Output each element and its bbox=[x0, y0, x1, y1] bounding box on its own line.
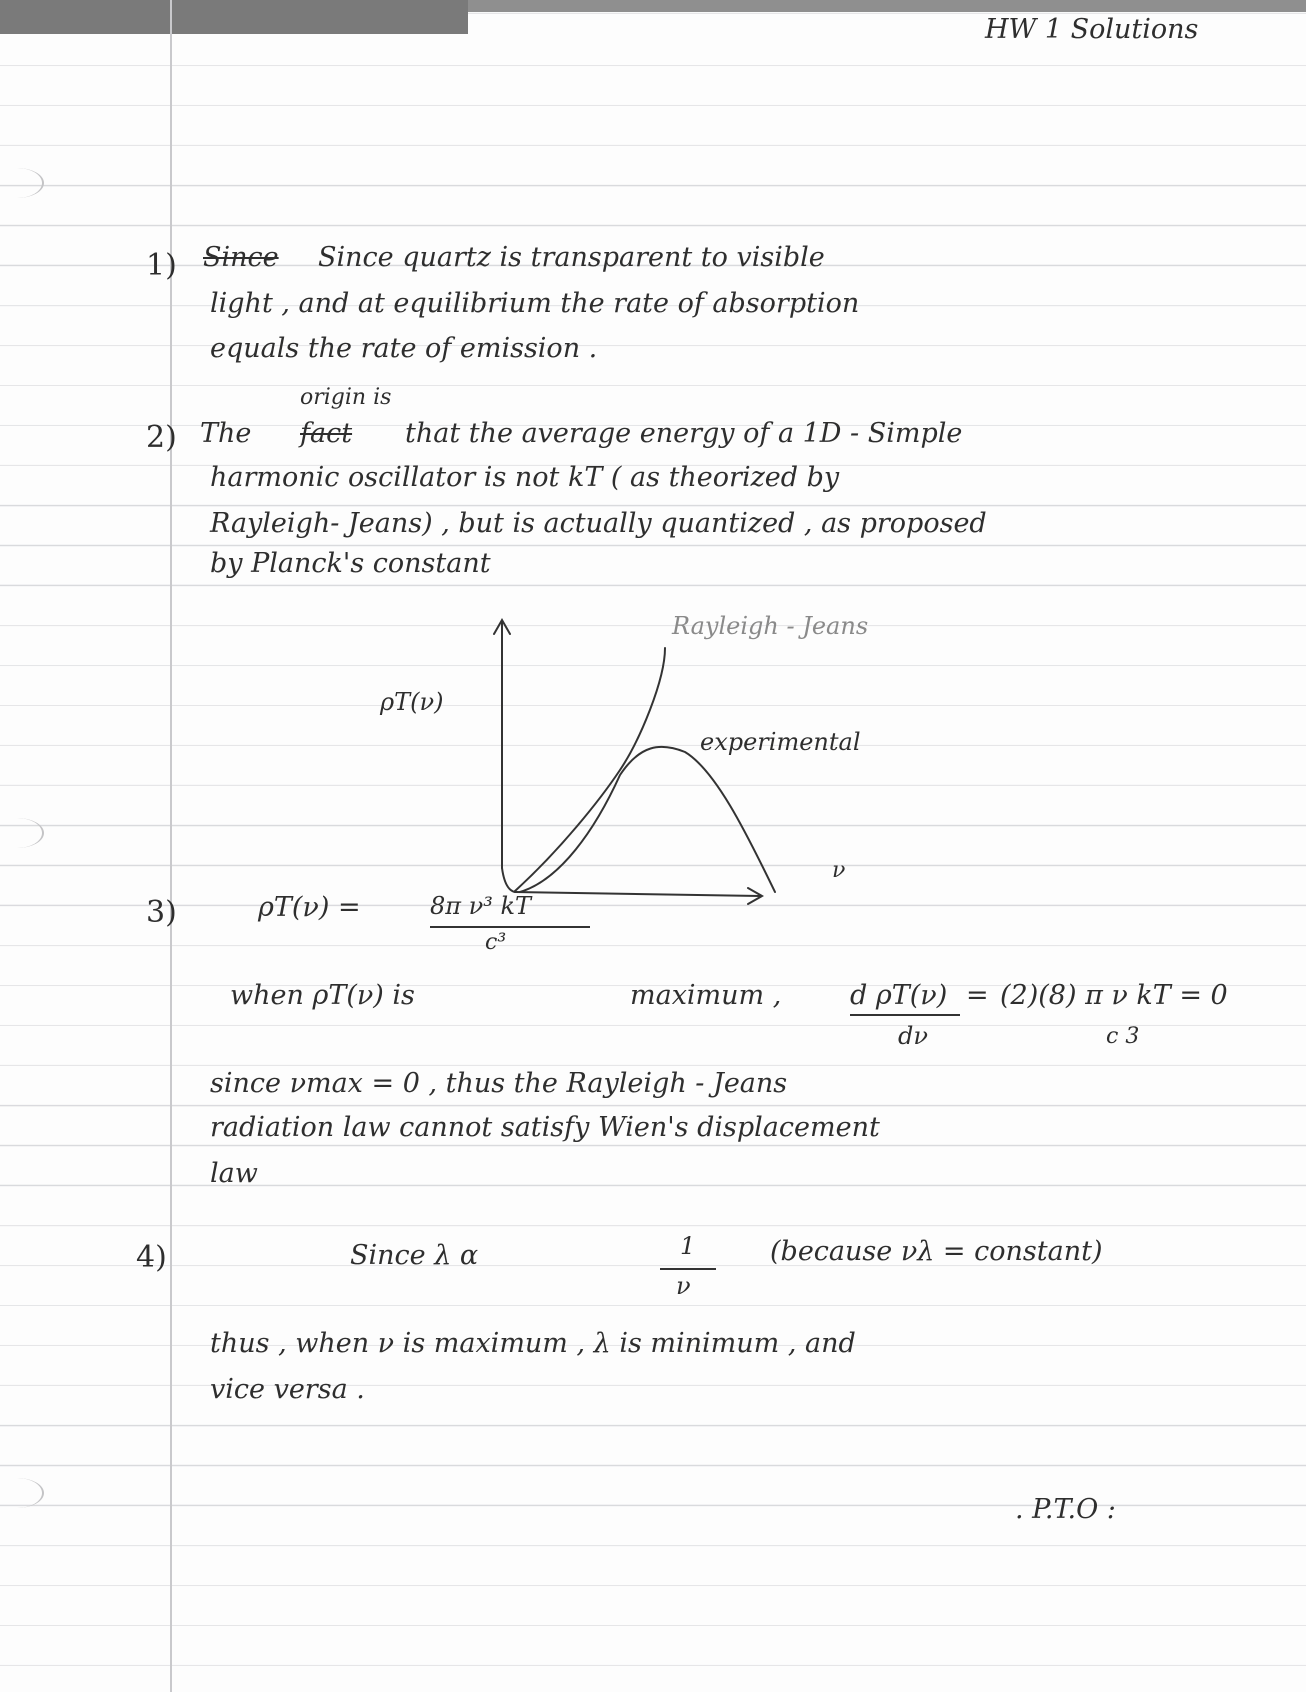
q3-equals: = bbox=[966, 980, 989, 1011]
q2-line2: harmonic oscillator is not kT ( as theorized by bbox=[210, 462, 840, 493]
q4-number: 4) bbox=[136, 1240, 167, 1275]
q3-fraction-bar bbox=[430, 926, 590, 928]
q4-vice-versa-line: vice versa . bbox=[210, 1374, 365, 1405]
x-axis bbox=[515, 892, 760, 896]
graph-y-label: ρT(ν) bbox=[380, 688, 444, 716]
q2-number: 2) bbox=[146, 420, 177, 455]
q3-when-line: when ρT(ν) is bbox=[230, 980, 415, 1011]
page-header-title: HW 1 Solutions bbox=[985, 14, 1199, 45]
q2-line4: by Planck's constant bbox=[210, 548, 491, 579]
q3-since-line: since νmax = 0 , thus the Rayleigh - Jeans bbox=[210, 1068, 788, 1099]
q3-lhs: ρT(ν) = bbox=[258, 892, 361, 923]
q4-because: (because νλ = constant) bbox=[770, 1236, 1103, 1267]
graph-label-experimental: experimental bbox=[700, 728, 861, 756]
experimental-curve bbox=[520, 747, 775, 892]
q1-struck-word: Since bbox=[203, 242, 279, 273]
q3-number: 3) bbox=[146, 895, 177, 930]
q2-line3: Rayleigh- Jeans) , but is actually quantized , as proposed bbox=[210, 508, 987, 539]
q2-struck-word: fact bbox=[300, 418, 353, 449]
q3-rhs-denominator: c 3 bbox=[1106, 1024, 1140, 1049]
q1-line2: light , and at equilibrium the rate of absorption bbox=[210, 288, 860, 319]
q3-derivative-numerator: d ρT(ν) bbox=[850, 980, 948, 1011]
q3-derivative-bar bbox=[850, 1014, 960, 1016]
q1-number: 1) bbox=[146, 248, 177, 283]
q4-fraction-bar bbox=[660, 1268, 716, 1270]
q2-insertion: origin is bbox=[300, 385, 392, 410]
q3-radiation-line: radiation law cannot satisfy Wien's displacement bbox=[210, 1112, 880, 1143]
q3-derivative-denominator: dν bbox=[898, 1022, 928, 1050]
q3-maximum: maximum , bbox=[630, 980, 782, 1011]
q1-line1: Since quartz is transparent to visible bbox=[318, 242, 825, 273]
q3-rhs-numerator: (2)(8) π ν kT = 0 bbox=[1000, 980, 1228, 1011]
q2-line1: that the average energy of a 1D - Simple bbox=[405, 418, 963, 449]
q4-thus-line: thus , when ν is maximum , λ is minimum , and bbox=[210, 1328, 856, 1359]
q4-fraction-denominator: ν bbox=[676, 1272, 691, 1300]
q4-since: Since λ α bbox=[350, 1240, 479, 1271]
rayleigh-jeans-curve bbox=[515, 648, 665, 891]
q3-law-line: law bbox=[210, 1158, 258, 1189]
please-turn-over: . P.T.O : bbox=[1015, 1494, 1116, 1525]
q4-fraction-numerator: 1 bbox=[680, 1232, 696, 1260]
graph-x-label: ν bbox=[832, 858, 846, 883]
q2-the: The bbox=[200, 418, 252, 449]
q1-line3: equals the rate of emission . bbox=[210, 333, 598, 364]
q3-denominator: c³ bbox=[485, 930, 507, 955]
graph-label-rayleigh-jeans: Rayleigh - Jeans bbox=[672, 612, 869, 640]
q3-numerator: 8π ν³ kT bbox=[430, 892, 532, 920]
